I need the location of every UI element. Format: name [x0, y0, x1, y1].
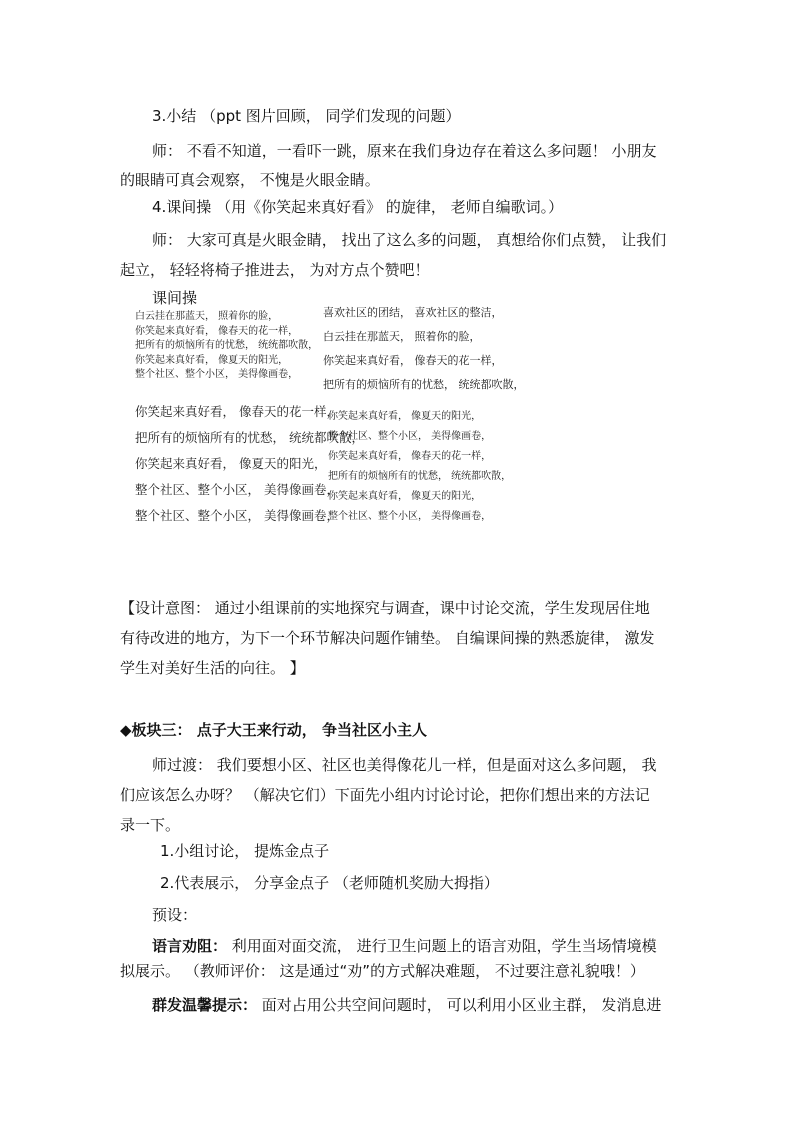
design-intent-line: 【设计意图： 通过小组课前的实地探究与调查，课中讨论交流，学生发现居住地	[120, 599, 650, 617]
lyrics-line: 你笑起来真好看， 像春天的花一样，	[328, 451, 492, 462]
lyrics-line: 你笑起来真好看， 像夏天的阳光，	[135, 354, 289, 366]
preset-label: 预设：	[152, 906, 198, 924]
lyrics-line: 把所有的烦恼所有的忧愁， 统统都吹散，	[135, 430, 364, 445]
lyrics-line: 白云挂在那蓝天， 照着你的脸，	[323, 330, 481, 343]
group-tip-line	[152, 995, 661, 1015]
persuasion-line: 拟展示。 （教师评价： 这是通过“劝”的方式解决难题， 不过要注意礼貌哦！）	[120, 962, 645, 980]
lyrics-line: 把所有的烦恼所有的忧愁， 统统都吹散，	[323, 378, 525, 391]
exercise-heading: 4.课间操 （用《你笑起来真好看》 的旋律， 老师自编歌词。）	[152, 198, 564, 216]
lyrics-line: 整个社区、整个小区， 美得像画卷，	[135, 369, 299, 380]
lyrics-line: 整个社区、整个小区， 美得像画卷，	[328, 431, 492, 442]
lyrics-line: 你笑起来真好看， 像夏天的阳光，	[135, 456, 327, 471]
persuasion-text: 利用面对面交流， 进行卫生问题上的语言劝阻，学生当场情境模	[231, 937, 657, 955]
transition-line: 师过渡： 我们要想小区、社区也美得像花儿一样，但是面对这么多问题， 我	[152, 756, 657, 774]
lyrics-line: 整个社区、整个小区， 美得像画卷，	[328, 511, 492, 522]
lyrics-line: 白云挂在那蓝天， 照着你的脸，	[135, 311, 279, 322]
teacher-remark-line: 起立， 轻轻将椅子推进去， 为对方点个赞吧！	[120, 261, 430, 279]
group-tip-label: 群发温馨提示：	[152, 996, 258, 1014]
teacher-remark-line: 的眼睛可真会观察， 不愧是火眼金睛。	[120, 171, 380, 189]
step-item: 1.小组讨论， 提炼金点子	[160, 842, 330, 860]
lyrics-line: 你笑起来真好看， 像春天的花一样，	[135, 404, 339, 419]
teacher-remark-line: 师： 大家可真是火眼金睛， 找出了这么多的问题， 真想给你们点赞， 让我们	[152, 231, 667, 249]
lyrics-line: 你笑起来真好看， 像春天的花一样，	[135, 325, 299, 337]
section-three-heading: ◆板块三： 点子大王来行动， 争当社区小主人	[120, 721, 427, 739]
teacher-remark-line: 师： 不看不知道，一看吓一跳，原来在我们身边存在着这么多问题！ 小朋友	[152, 142, 657, 160]
lyrics-line: 把所有的烦恼所有的忧愁， 统统都吹散，	[328, 471, 512, 482]
lyrics-line: 你笑起来真好看， 像夏天的阳光，	[328, 491, 482, 502]
lyrics-line: 把所有的烦恼所有的忧愁， 统统都吹散，	[135, 340, 319, 351]
lyrics-block-top-right	[323, 306, 525, 402]
design-intent-line: 学生对美好生活的向往。 】	[120, 659, 305, 677]
step-item: 2.代表展示， 分享金点子 （老师随机奖励大拇指）	[160, 874, 499, 892]
lyrics-line: 整个社区、整个小区， 美得像画卷，	[135, 482, 339, 497]
transition-line: 们应该怎么办呀？ （解决它们）下面先小组内讨论讨论，把你们想出来的方法记	[120, 786, 650, 804]
persuasion-label: 语言劝阻：	[152, 937, 228, 955]
design-intent-line: 有待改进的地方，为下一个环节解决问题作铺垫。 自编课间操的熟悉旋律， 激发	[120, 629, 655, 647]
group-tip-text: 面对占用公共空间问题时， 可以利用小区业主群， 发消息进	[261, 996, 662, 1014]
transition-line: 录一下。	[120, 816, 181, 834]
lyrics-block-bottom-right	[328, 410, 511, 530]
persuasion-line	[152, 936, 657, 956]
lyrics-line: 整个社区、整个小区， 美得像画卷，	[135, 508, 339, 523]
summary-heading: 3.小结 （ppt 图片回顾， 同学们发现的问题）	[152, 107, 461, 125]
lyrics-block-top-left	[135, 310, 318, 383]
lyrics-line: 喜欢社区的团结， 喜欢社区的整洁，	[323, 306, 503, 319]
lyrics-line: 你笑起来真好看， 像夏天的阳光，	[328, 411, 482, 422]
lyrics-line: 你笑起来真好看， 像春天的花一样，	[323, 354, 503, 367]
lyrics-title: 课间操	[152, 289, 198, 307]
